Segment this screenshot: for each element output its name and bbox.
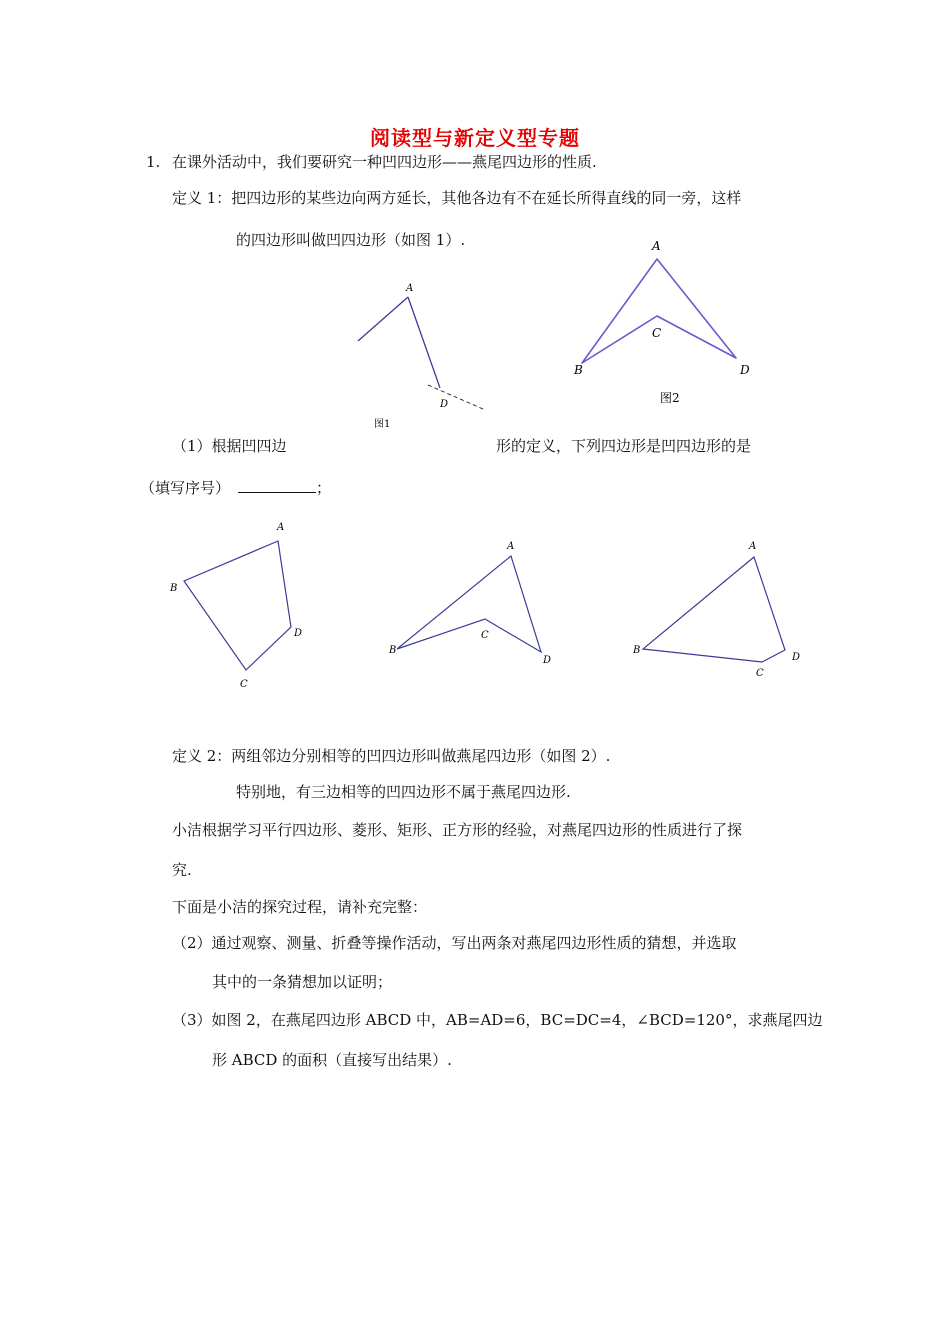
part-3-line-2: 形 ABCD 的面积（直接写出结果）. [212,1051,452,1069]
fig1-segment-ad [408,297,440,388]
definition-2-line-1: 定义 2：两组邻边分别相等的凹四边形叫做燕尾四边形（如图 2）. [172,747,611,765]
fig2-label-b: B [574,363,583,377]
fig1-segment-left [358,297,408,341]
option-2-label-c: C [481,630,489,641]
exploration-line-1: 小洁根据学习平行四边形、菱形、矩形、正方形的经验，对燕尾四边形的性质进行了探 [172,821,743,839]
definition-1-line-2: 的四边形叫做凹四边形（如图 1）. [236,231,466,249]
fig2-caption: 图2 [660,391,680,405]
option-figure-2 [385,535,565,670]
figure-2 [566,236,766,411]
fig1-label-a: A [406,283,414,294]
figure-1 [350,275,500,435]
option-2-label-a: A [507,541,515,552]
option-3-label-b: B [633,645,641,656]
option-3-quadrilateral [643,557,785,662]
option-1-label-a: A [277,522,285,533]
definition-2-line-2: 特别地，有三边相等的凹四边形不属于燕尾四边形. [236,783,571,801]
page-title: 阅读型与新定义型专题 [370,126,580,150]
part-1-text-b: 形的定义，下列四边形是凹四边形的是 [496,437,752,455]
fig2-label-c: C [652,326,662,340]
question-number: 1. [146,153,161,171]
part-1-text-a: （1）根据凹四边 [172,437,287,455]
option-1-label-b: B [170,583,178,594]
exploration-line-2: 究. [172,861,192,879]
question-intro: 在课外活动中，我们要研究一种凹四边形——燕尾四边形的性质. [172,153,597,171]
option-3-label-d: D [792,652,801,663]
definition-1-line-1: 定义 1：把四边形的某些边向两方延长，其他各边有不在延长所得直线的同一旁，这样 [172,189,742,207]
part-1-end: ； [316,479,332,497]
option-1-label-d: D [294,628,303,639]
part-1-text-c: （填写序号） [140,479,231,497]
fig1-caption: 图1 [374,419,391,430]
option-3-label-c: C [756,668,764,679]
part-2-line-2: 其中的一条猜想加以证明； [212,973,393,991]
option-figure-3 [625,535,815,685]
fig2-label-a: A [652,239,661,253]
fig1-label-d: D [440,399,449,410]
option-figure-1 [160,515,320,695]
option-2-quadrilateral [397,556,541,652]
option-1-quadrilateral [184,541,291,670]
fig1-extension-dashed [428,385,483,409]
fig2-label-d: D [740,363,750,377]
answer-blank[interactable] [238,478,316,493]
part-3-line-1: （3）如图 2，在燕尾四边形 ABCD 中，AB=AD=6，BC=DC=4，∠BCD=120°，求燕尾四边 [172,1011,823,1029]
part-2-line-1: （2）通过观察、测量、折叠等操作活动，写出两条对燕尾四边形性质的猜想，并选取 [172,934,737,952]
part-1-answer-row [140,478,331,498]
option-1-label-c: C [240,679,248,690]
option-2-label-d: D [543,655,552,666]
fig2-quadrilateral [582,259,736,363]
option-2-label-b: B [389,645,397,656]
process-intro: 下面是小洁的探究过程，请补充完整： [172,898,428,916]
option-3-label-a: A [749,541,757,552]
